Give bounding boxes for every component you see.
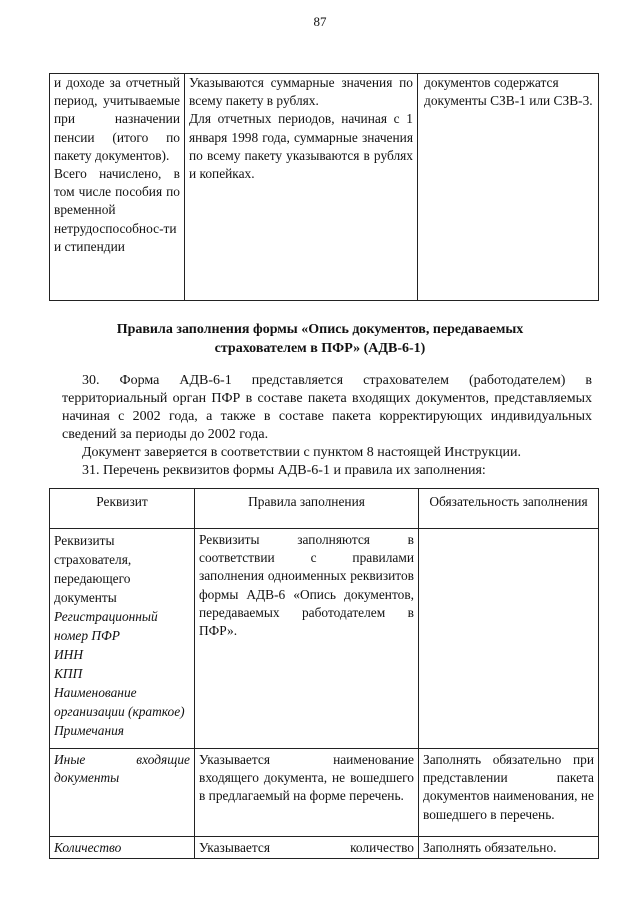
row3-col2: Указывается количество — [195, 837, 419, 859]
top-cell-1-text-b: Всего начислено, в том числе пособия по временной нетрудоспособнос-ти и стипендии — [54, 166, 180, 254]
header-rules: Правила заполнения — [195, 489, 419, 529]
top-cell-2-text-b: Для отчетных периодов, начиная с 1 января 1998 года, суммарные значения по всему пакету указываются в рублях и копейках. — [189, 111, 413, 182]
row1-col2: Реквизиты заполняются в соответствии с правилами заполнения одноименных реквизитов формы АДВ-6 «Опись документов, передаваемых работодателем в ПФР». — [195, 529, 419, 749]
row3-col1: Количество — [50, 837, 195, 859]
top-cell-1-text-a: и доходе за отчетный период, учитываемые при назначении пенсии (итого по пакету документов). — [54, 75, 180, 163]
row1-reg-number: Регистрационный номер ПФР — [54, 609, 158, 643]
row2-col1: Иные входящие документы — [50, 749, 195, 837]
top-cell-2-text-a: Указываются суммарные значения по всему пакету в рублях. — [189, 75, 413, 109]
row1-requisites-label: Реквизиты страхователя, передающего документы — [54, 533, 132, 605]
section-title-line-1: Правила заполнения формы «Опись документов, передаваемых — [116, 322, 524, 337]
row1-kpp: КПП — [54, 666, 83, 681]
paragraph-document: Документ заверяется в соответствии с пунктом 8 настоящей Инструкции. — [82, 445, 522, 460]
top-table-cell-2 — [185, 74, 418, 301]
paragraph-31: 31. Перечень реквизитов формы АДВ-6-1 и правила их заполнения: — [82, 463, 486, 478]
row1-org-name: Наименование организации (краткое) — [54, 685, 185, 719]
paragraph-30: 30. Форма АДВ-6-1 представляется страхователем (работодателем) в территориальный орган ПФР в составе пакета входящих документов, представляемых начиная с 2002 года, а также в составе пакета корректирующих индивидуальных сведений за периоды до 2002 года. — [62, 373, 592, 442]
section-title-line-2: страхователем в ПФР» (АДВ-6-1) — [214, 341, 426, 356]
row2-col3: Заполнять обязательно при представлении пакета документов наименования, не вошедшего в перечень. — [419, 749, 599, 837]
row1-col3 — [419, 529, 599, 749]
top-table-cell-1 — [50, 74, 185, 301]
header-rekvizit: Реквизит — [50, 489, 195, 529]
top-cell-3-text: документов содержатся документы СЗВ-1 или СЗВ-3. — [424, 75, 593, 109]
row2-col2: Указывается наименование входящего документа, не вошедшего в предлагаемый на форме перечень. — [195, 749, 419, 837]
row1-col1 — [50, 529, 195, 749]
top-table-cell-3 — [418, 74, 599, 301]
main-table — [49, 488, 599, 859]
row3-col3: Заполнять обязательно. — [419, 837, 599, 859]
row1-inn: ИНН — [54, 647, 84, 662]
top-table — [49, 73, 599, 301]
header-mandatory: Обязательность заполнения — [419, 489, 599, 529]
row1-notes: Примечания — [54, 723, 125, 738]
section-title — [0, 320, 640, 358]
page-number: 87 — [313, 14, 327, 29]
